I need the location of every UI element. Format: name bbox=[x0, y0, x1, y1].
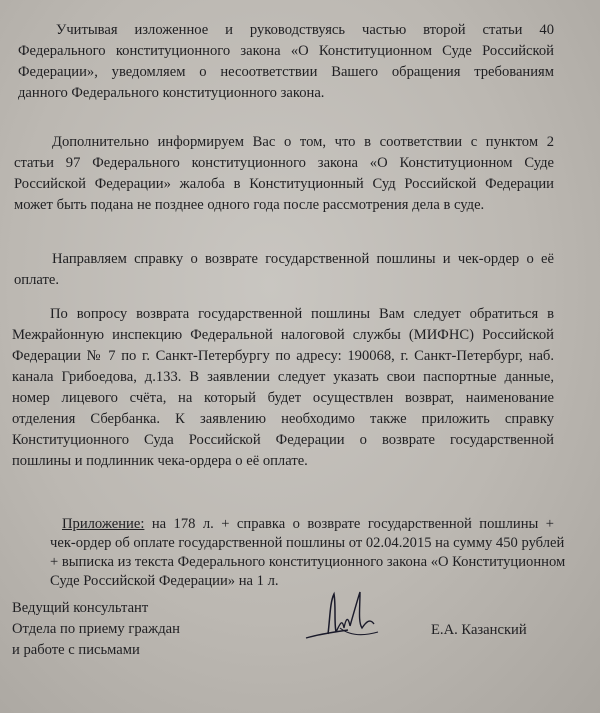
paragraph-line: пошлины и подлинник чека-ордера о её оплате. bbox=[12, 453, 308, 469]
handwritten-signature bbox=[300, 588, 390, 648]
paragraph-line: канала Грибоедова, д.133. В заявлении следует указать свои паспортные данные, bbox=[12, 369, 554, 385]
signatory-title bbox=[12, 598, 180, 661]
appendix-line: Суде Российской Федерации» на 1 л. bbox=[50, 573, 279, 589]
paragraph-line: Направляем справку о возврате государственной пошлины и чек-ордер о её bbox=[52, 251, 554, 267]
paragraph-line: По вопросу возврата государственной пошлины Вам следует обратиться в bbox=[50, 306, 554, 322]
paragraph-3 bbox=[14, 249, 554, 291]
appendix-first-line bbox=[50, 515, 554, 534]
paragraph-line: статьи 97 Федерального конституционного закона «О Конституционном Суде bbox=[14, 155, 554, 171]
signatory-name: Е.А. Казанский bbox=[431, 622, 527, 638]
paragraph-line: Российской Федерации» жалоба в Конституционный Суд Российской Федерации bbox=[14, 176, 554, 192]
paragraph-1 bbox=[18, 20, 554, 104]
paragraph-2 bbox=[14, 132, 554, 216]
paragraph-line: оплате. bbox=[14, 272, 59, 288]
paragraph-line: может быть подана не позднее одного года после рассмотрения дела в суде. bbox=[14, 197, 485, 213]
appendix-text: на 178 л. + справка о возврате государственной пошлины + bbox=[144, 516, 554, 532]
paragraph-line: Учитывая изложенное и руководствуясь частью второй статьи 40 bbox=[56, 22, 554, 38]
paragraph-line: Федерации № 7 по г. Санкт-Петербургу по адресу: 190068, г. Санкт-Петербург, наб. bbox=[12, 348, 554, 364]
appendix bbox=[50, 515, 566, 591]
paragraph-line: отделения Сбербанка. К заявлению необходимо также приложить справку bbox=[12, 411, 554, 427]
paragraph-line: данного Федерального конституционного закона. bbox=[18, 85, 325, 101]
appendix-line: чек-ордер об оплате государственной пошлины от 02.04.2015 на сумму 450 рублей bbox=[50, 535, 565, 551]
paragraph-line: Дополнительно информируем Вас о том, что в соответствии с пунктом 2 bbox=[52, 134, 554, 150]
signatory-line: Отдела по приему граждан bbox=[12, 621, 180, 637]
paragraph-line: Федерации», уведомляем о несоответствии Вашего обращения требованиям bbox=[18, 64, 554, 80]
paragraph-line: Межрайонную инспекцию Федеральной налоговой службы (МИФНС) Российской bbox=[12, 327, 554, 343]
paragraph-line: Конституционного Суда Российской Федерации о возврате государственной bbox=[12, 432, 554, 448]
paragraph-line: Федерального конституционного закона «О Конституционном Суде Российской bbox=[18, 43, 554, 59]
signatory-line: Ведущий консультант bbox=[12, 600, 149, 616]
paragraph-line: номер лицевого счёта, на который будет осуществлен возврат, наименование bbox=[12, 390, 554, 406]
signatory-line: и работе с письмами bbox=[12, 642, 140, 658]
appendix-line: + выписка из текста Федерального конституционного закона «О Конституционном bbox=[50, 554, 566, 570]
paragraph-4 bbox=[12, 304, 554, 472]
appendix-label: Приложение: bbox=[62, 516, 145, 532]
